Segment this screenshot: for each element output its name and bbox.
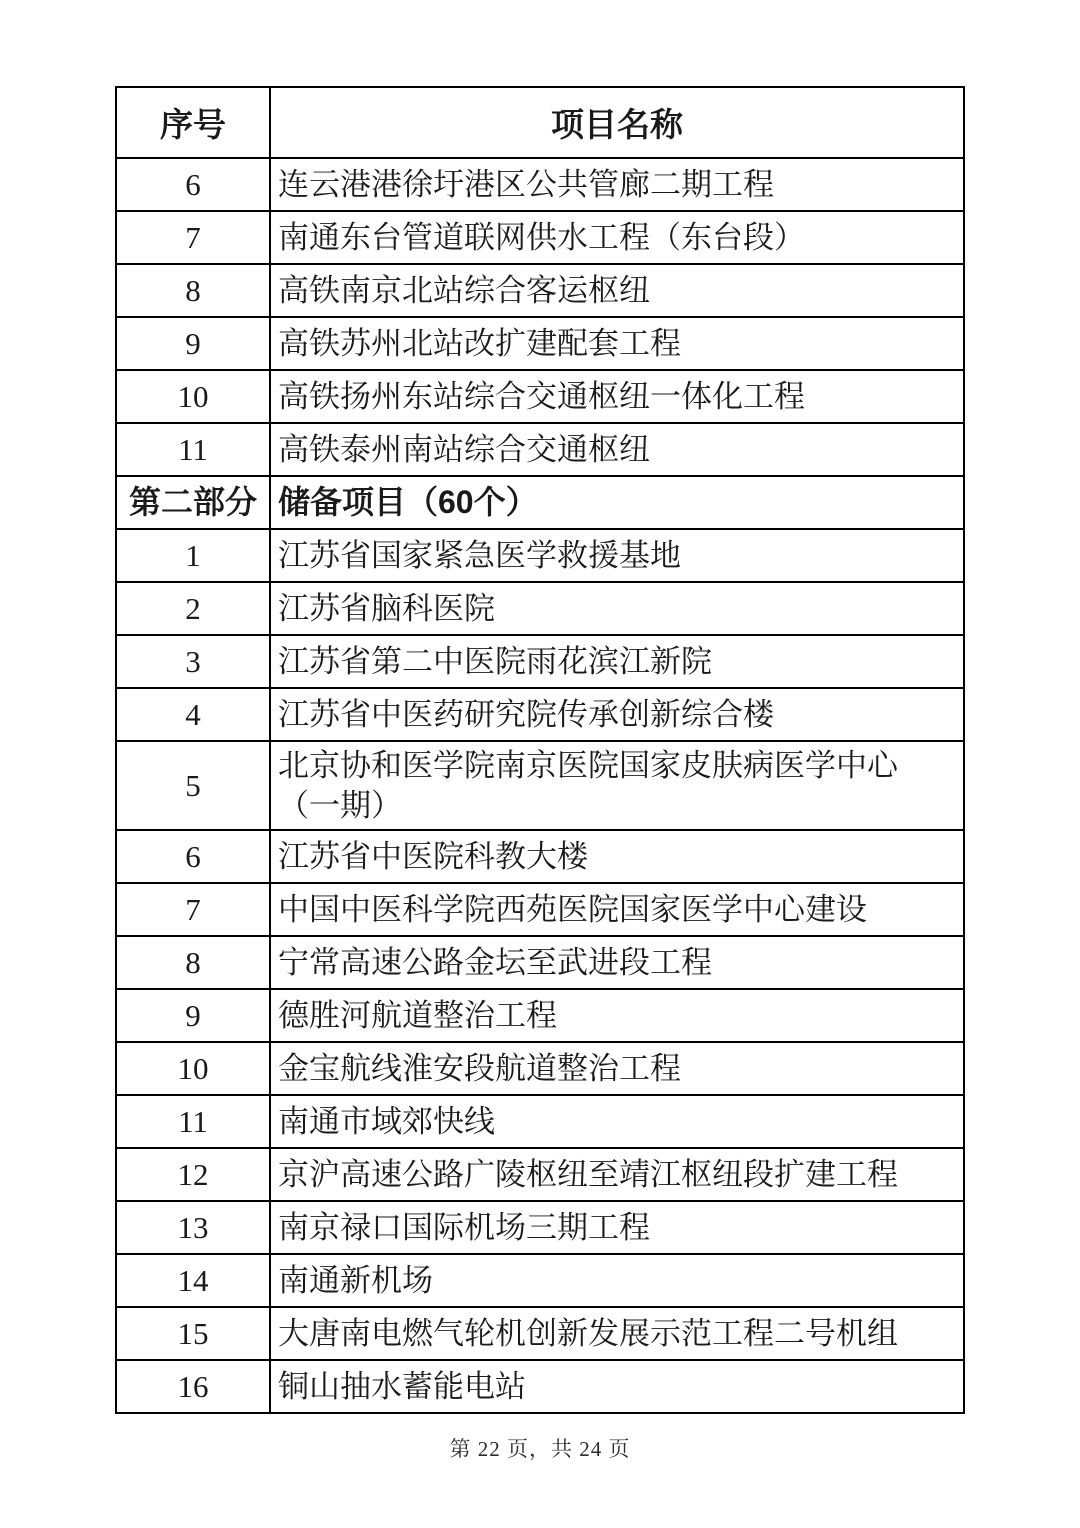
row-index-cell: 8: [116, 264, 270, 317]
table-row: [116, 688, 964, 741]
row-index-cell: 13: [116, 1201, 270, 1254]
project-name-cell: 南京禄口国际机场三期工程: [270, 1201, 964, 1254]
table-row: [116, 264, 964, 317]
table-row: [116, 423, 964, 476]
project-name-cell: 德胜河航道整治工程: [270, 989, 964, 1042]
project-name-cell: 中国中医科学院西苑医院国家医学中心建设: [270, 883, 964, 936]
table-row: [116, 1360, 964, 1413]
table-row: [116, 370, 964, 423]
row-index-cell: 6: [116, 830, 270, 883]
table-row: [116, 211, 964, 264]
row-index-cell: 14: [116, 1254, 270, 1307]
row-index-cell: 3: [116, 635, 270, 688]
section-title-cell: 储备项目（60个）: [270, 476, 964, 529]
table-row: [116, 830, 964, 883]
row-index-cell: 1: [116, 529, 270, 582]
row-index-cell: 7: [116, 211, 270, 264]
row-index-cell: 15: [116, 1307, 270, 1360]
row-index-cell: 11: [116, 423, 270, 476]
row-index-cell: 2: [116, 582, 270, 635]
project-name-cell: 高铁苏州北站改扩建配套工程: [270, 317, 964, 370]
table-row: [116, 158, 964, 211]
table-row: [116, 1095, 964, 1148]
project-name-cell: 南通市域郊快线: [270, 1095, 964, 1148]
table-row: [116, 529, 964, 582]
row-index-cell: 10: [116, 370, 270, 423]
project-name-cell: 北京协和医学院南京医院国家皮肤病医学中心（一期）: [270, 741, 964, 830]
section-label-cell: 第二部分: [116, 476, 270, 529]
page-number-footer: 第 22 页，共 24 页: [449, 1437, 631, 1461]
table-row: [116, 1254, 964, 1307]
project-name-cell: 江苏省第二中医院雨花滨江新院: [270, 635, 964, 688]
project-name-cell: 铜山抽水蓄能电站: [270, 1360, 964, 1413]
table-row: [116, 1201, 964, 1254]
table-row: [116, 741, 964, 830]
column-header-project-name: 项目名称: [270, 87, 964, 158]
project-name-cell: 南通东台管道联网供水工程（东台段）: [270, 211, 964, 264]
project-name-cell: 连云港港徐圩港区公共管廊二期工程: [270, 158, 964, 211]
project-table: [115, 86, 965, 1414]
table-row: [116, 1148, 964, 1201]
table-row: [116, 936, 964, 989]
project-name-cell: 江苏省国家紧急医学救援基地: [270, 529, 964, 582]
project-name-cell: 江苏省脑科医院: [270, 582, 964, 635]
table-row: [116, 1042, 964, 1095]
row-index-cell: 10: [116, 1042, 270, 1095]
row-index-cell: 4: [116, 688, 270, 741]
table-row: [116, 1307, 964, 1360]
row-index-cell: 5: [116, 741, 270, 830]
row-index-cell: 9: [116, 317, 270, 370]
row-index-cell: 12: [116, 1148, 270, 1201]
project-name-cell: 宁常高速公路金坛至武进段工程: [270, 936, 964, 989]
project-name-cell: 南通新机场: [270, 1254, 964, 1307]
table-row: [116, 635, 964, 688]
table-row: [116, 883, 964, 936]
project-name-cell: 金宝航线淮安段航道整治工程: [270, 1042, 964, 1095]
project-name-cell: 大唐南电燃气轮机创新发展示范工程二号机组: [270, 1307, 964, 1360]
project-name-cell: 江苏省中医药研究院传承创新综合楼: [270, 688, 964, 741]
table-header-row: [116, 87, 964, 158]
project-name-cell: 高铁泰州南站综合交通枢纽: [270, 423, 964, 476]
row-index-cell: 16: [116, 1360, 270, 1413]
column-header-index: 序号: [116, 87, 270, 158]
table-body: [116, 158, 964, 1413]
row-index-cell: 8: [116, 936, 270, 989]
row-index-cell: 9: [116, 989, 270, 1042]
project-name-cell: 高铁南京北站综合客运枢纽: [270, 264, 964, 317]
row-index-cell: 7: [116, 883, 270, 936]
row-index-cell: 11: [116, 1095, 270, 1148]
section-divider-row: [116, 476, 964, 529]
project-name-cell: 江苏省中医院科教大楼: [270, 830, 964, 883]
row-index-cell: 6: [116, 158, 270, 211]
table-row: [116, 582, 964, 635]
table-row: [116, 989, 964, 1042]
table-row: [116, 317, 964, 370]
project-name-cell: 高铁扬州东站综合交通枢纽一体化工程: [270, 370, 964, 423]
project-name-cell: 京沪高速公路广陵枢纽至靖江枢纽段扩建工程: [270, 1148, 964, 1201]
